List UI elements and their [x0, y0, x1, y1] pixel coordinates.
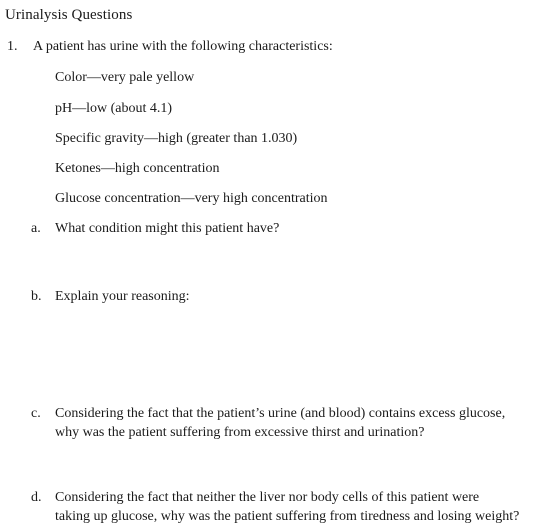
question-prompt: A patient has urine with the following characteristics: — [33, 39, 333, 54]
question-number: 1. — [7, 39, 18, 54]
part-c-letter: c. — [31, 406, 41, 421]
worksheet-title: Urinalysis Questions — [5, 7, 133, 23]
part-a-answer-space[interactable] — [55, 240, 552, 284]
part-a-letter: a. — [31, 221, 41, 236]
part-d-line-1: Considering the fact that neither the liver nor body cells of this patient were — [55, 490, 480, 505]
part-c-line-1: Considering the fact that the patient’s urine (and blood) contains excess glucose, — [55, 406, 506, 421]
part-b-answer-space[interactable] — [55, 308, 552, 400]
characteristic-glucose: Glucose concentration—very high concentration — [55, 191, 328, 206]
part-c-line-2: why was the patient suffering from excessive thirst and urination? — [55, 425, 425, 440]
characteristic-specific-gravity: Specific gravity—high (greater than 1.030) — [55, 131, 298, 146]
part-b-letter: b. — [31, 289, 42, 304]
part-b-text: Explain your reasoning: — [55, 289, 190, 304]
characteristic-ketones: Ketones—high concentration — [55, 161, 220, 176]
characteristic-color: Color—very pale yellow — [55, 70, 195, 85]
part-d-letter: d. — [31, 490, 42, 505]
part-c-answer-space[interactable] — [55, 444, 552, 484]
part-a-text: What condition might this patient have? — [55, 221, 280, 236]
part-d-line-2: taking up glucose, why was the patient suffering from tiredness and losing weight? — [55, 509, 520, 524]
characteristic-ph: pH—low (about 4.1) — [55, 101, 173, 116]
